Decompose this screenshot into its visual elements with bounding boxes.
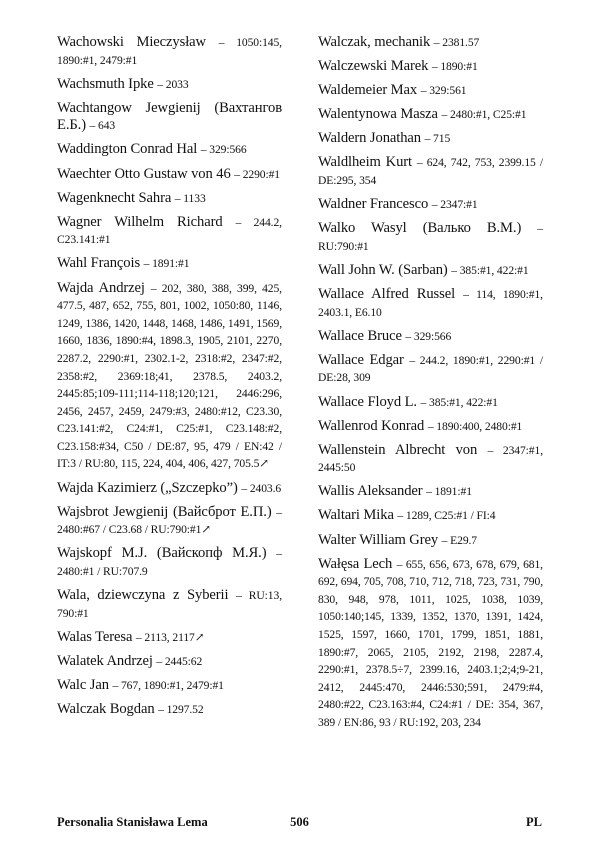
entry-name: Walc Jan [57,676,109,693]
entry-name: Waechter Otto Gustaw von 46 [57,165,231,182]
entry-name: Walczak Bogdan [57,701,155,717]
entry-name: Walter William Grey [318,531,439,548]
entry-name: Waldlheim Kurt [318,154,412,171]
entry-name: Wallace Edgar [318,351,404,368]
footer-book-title: Personalia Stanisława Lema [57,815,208,829]
entry-references: – 1297.52 [158,703,204,716]
index-entry [57,100,282,135]
entry-references: – RU:790:#1 [318,222,543,253]
entry-name: Wajda Andrzej [57,279,145,296]
entry-name: Wall John W. (Sarban) [318,261,448,278]
index-entry [57,587,282,622]
entry-references: – 2381.57 [433,36,480,49]
entry-references: – 2445:62 [156,654,203,668]
entry-references: – 655, 656, 673, 678, 679, 681, 692, 694, 705, 708, 710, 712, 718, 723, 731, 790, 830, 948, 978, 1011, 1025, 1038, 1039, 1050:140;145, 1339, 1352, 1370, 1391, 1424, 1525, 1597, 1660, 1701, 1799, 1851, 1881, 1890:#7, 2065, 2105, 2192, 2198, 2287.4, 2290:#1, 2378.5÷7, 2399.16, 2403.1;2;4;9-21, 2412, 2445:470, 2446:530;591, 2479:#4, 2480:#22, C23.163:#4, C24:#1 / DE: 354, 367, 389 / EN:86, 93 / RU:192, 203, 234 [318,557,543,729]
entry-name: Wallis Aleksander [318,483,423,500]
entry-name: Wala, dziewczyna z Syberii [57,587,229,604]
entry-name: Wallace Alfred Russel [318,286,456,303]
index-entry [318,556,543,732]
index-column-right [318,34,543,738]
entry-references: – 1133 [174,191,206,205]
index-entry [318,130,543,148]
index-entry [318,442,543,477]
index-entry [57,141,282,159]
entry-name: Walentynowa Masza [318,106,438,123]
entry-name: Wachsmuth Ipke [57,75,154,92]
index-entry [318,286,543,321]
index-entry [57,255,282,273]
entry-references: – 1890:#1 [431,60,478,74]
entry-name: Wahl François [57,255,141,272]
index-entry [318,418,543,436]
index-entry [318,196,543,214]
index-entry [318,532,543,550]
entry-name: Wałęsa Lech [318,555,393,572]
index-entry [318,82,543,100]
entry-name: Wajsbrot Jewgienij (Вайсброт Е.П.) [57,503,272,520]
entry-name: Wajskopf M.J. (Вайскопф М.Я.) [57,545,267,562]
entry-references: – 2113, 2117↗ [135,630,205,644]
entry-references: – 385:#1, 422:#1 [451,263,529,277]
index-entry [318,483,543,501]
entry-references: – 1890:400, 2480:#1 [427,419,523,433]
entry-name: Waddington Conrad Hal [57,141,198,158]
entry-references: – 2480:#67 / C23.68 / RU:790:#1↗ [57,505,282,537]
entry-references: – 329:566 [200,143,247,157]
entry-references: – E29.7 [441,533,478,547]
entry-references: – 1891:#1 [143,257,190,271]
entry-name: Wajda Kazimierz („Szczepko”) [57,479,238,496]
entry-references: – 2480:#1, C25:#1 [441,108,527,122]
index-entry [57,480,282,498]
entry-name: Wallenstein Albrecht von [318,441,478,458]
index-entry [57,166,282,184]
entry-references: – 385:#1, 422:#1 [420,395,498,409]
index-entry [318,154,543,189]
entry-references: – 114, 1890:#1, 2403.1, E6.10 [318,288,543,319]
index-entry [57,280,282,474]
entry-name: Walczak, mechanik [318,34,431,50]
entry-name: Walczewski Marek [318,58,429,75]
index-entry [57,653,282,671]
entry-references: – 2480:#1 / RU:707.9 [57,547,282,578]
page-footer [57,815,542,833]
index-entry [318,394,543,412]
entry-references: – RU:13, 790:#1 [57,589,282,620]
entry-name: Walatek Andrzej [57,652,153,669]
entry-references: – 1050:145, 1890:#1, 2479:#1 [57,36,282,67]
index-entry [318,220,543,255]
entry-references: – 2347:#1 [431,198,478,212]
entry-references: – 1891:#1 [426,485,472,499]
index-entry [57,76,282,94]
entry-name: Waldern Jonathan [318,130,421,147]
entry-name: Wagner Wilhelm Richard [57,213,223,230]
entry-name: Waldner Francesco [318,196,429,213]
entry-references: – 329:561 [420,84,467,98]
entry-references: – 244.2, 1890:#1, 2290:#1 / DE:28, 309 [318,353,543,385]
index-entry [318,328,543,346]
entry-name: Wagenknecht Sahra [57,189,172,206]
index-entry [57,504,282,539]
entry-name: Waldemeier Max [318,82,418,99]
entry-references: – 202, 380, 388, 399, 425, 477.5, 487, 652, 755, 801, 1002, 1050:80, 1146, 1249, 1386, 1420, 1448, 1468, 1486, 1491, 1569, 1660, 1836, 1890:#4, 1898.3, 1905, 2101, 2270, 2287.2, 2290:#1, 2302.1-2, 2318:#2, 2347:#2, 2358:#2, 2369:18;41, 2378.5, 2403.2, 2445:85;109-111;114-118;120;121, 2446:296, 2456, 2457, 2459, 2479:#3, 2480:#12, C23.30, C23.141:#2, C24:#1, C25:#1, C23.148:#2, C23.158:#34, C50 / DE:87, 95, 479 / EN:42 / IT:3 / RU:80, 115, 224, 404, 406, 427, 705.5↗ [57,281,282,471]
entry-name: Wallenrod Konrad [318,417,425,434]
index-entry [318,507,543,525]
index-entry [57,677,282,695]
index-entry [57,34,282,69]
entry-references: – 2347:#1, 2445:50 [318,443,543,475]
entry-name: Walas Teresa [57,628,133,645]
entry-references: – 643 [89,119,116,133]
entry-name: Wachowski Mieczysław [57,34,206,50]
entry-references: – 2290:#1 [234,167,281,181]
entry-references: – 1289, C25:#1 / FI:4 [397,509,496,523]
index-entry [57,190,282,208]
entry-name: Walko Wasyl (Валько В.М.) [318,220,522,237]
entry-references: – 244.2, C23.141:#1 [57,215,282,247]
footer-language-code: PL [526,815,542,829]
entry-references: – 767, 1890:#1, 2479:#1 [112,678,224,692]
entry-name: Wallace Bruce [318,327,402,344]
entry-references: – 329:566 [405,329,452,343]
index-entry [57,545,282,580]
entry-references: – 2403.6 [241,481,282,495]
index-entry [57,214,282,249]
index-entry [318,352,543,387]
entry-references: – 2033 [157,77,189,91]
index-column-left [57,34,282,725]
entry-name: Wachtangow Jewgienij (Вахтангов Е.Б.) [57,99,282,134]
index-entry [57,701,282,719]
index-entry [318,262,543,280]
entry-name: Wallace Floyd L. [318,393,417,410]
index-entry [318,34,543,52]
entry-name: Waltari Mika [318,507,394,524]
entry-references: – 715 [424,132,451,146]
index-entry [57,629,282,647]
entry-references: – 624, 742, 753, 2399.15 / DE:295, 354 [318,156,543,188]
index-entry [318,106,543,124]
index-entry [318,58,543,76]
footer-page-number: 506 [290,815,309,829]
